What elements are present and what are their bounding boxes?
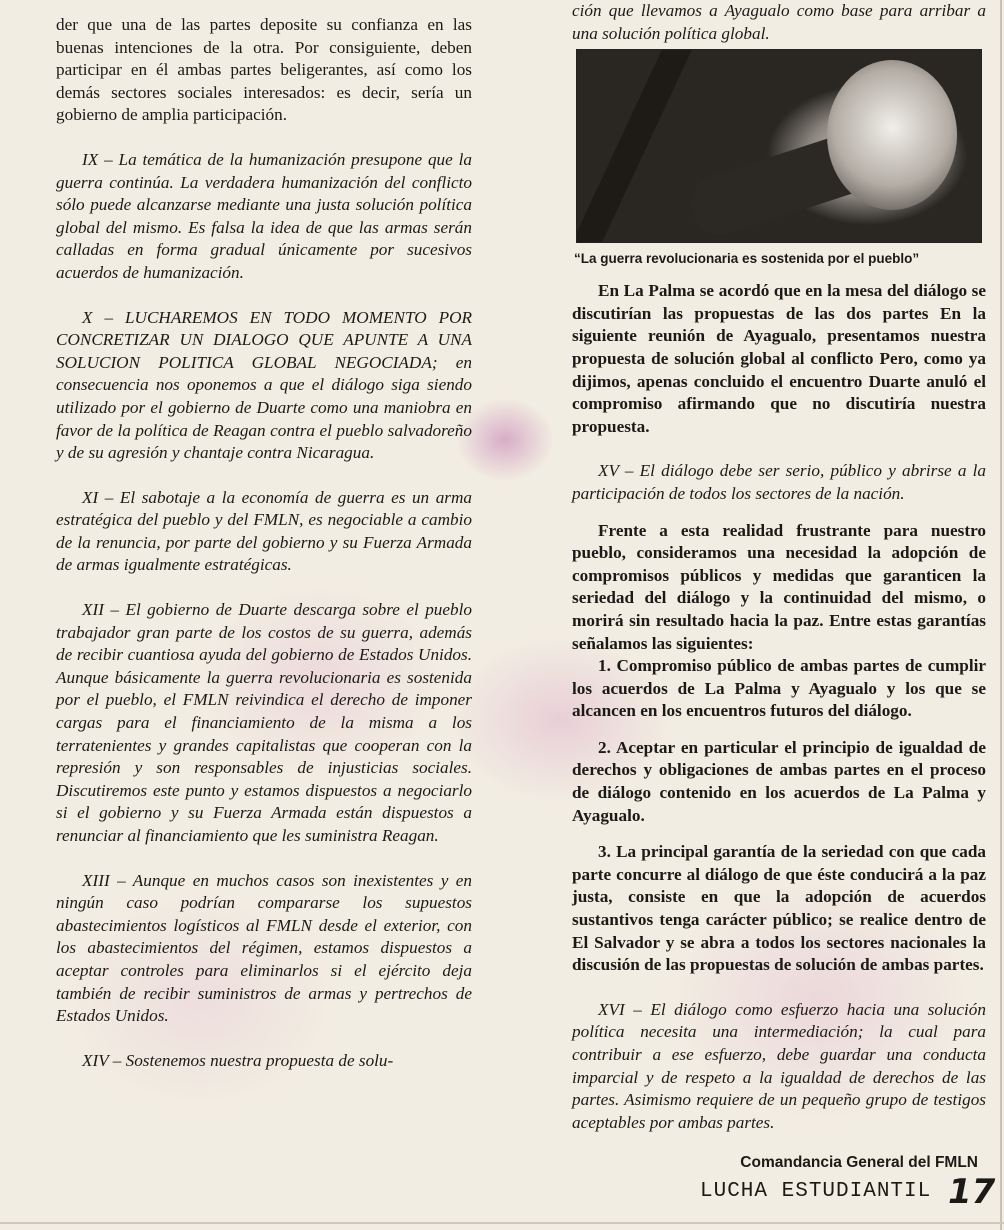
paragraph-xi: XI – El sabotaje a la economía de guerra es un arma estratégica del pueblo y del FMLN, es negociable a cambio de la renuncia, por parte del gobierno y su Fuerza Armada de armas igualmente estratégicas. — [56, 487, 472, 575]
page-bottom-divider — [0, 1222, 1004, 1224]
paragraph-x-body: en consecuencia nos oponemos a que el diálogo siga siendo utilizado por el gobierno de Duarte como una maniobra en favor de la política de Reagan contra el pueblo salvadoreño y de su agresión y chantaje contra Nicaragua. — [56, 352, 472, 463]
paragraph-guarantee-2: 2. Aceptar en particular el principio de igualdad de derechos y obligaciones de ambas partes en el proceso de diálogo contenido en los acuerdos de La Palma y Ayagualo. — [572, 737, 986, 825]
paragraph-xv: XV – El diálogo debe ser serio, público y abrirse a la participación de todos los sectores de la nación. — [572, 461, 986, 503]
photo-caption: “La guerra revolucionaria es sostenida por el pueblo” — [574, 251, 920, 267]
page-number: 17 — [948, 1172, 996, 1212]
paragraph-xiv: XIV – Sostenemos nuestra propuesta de solu- — [82, 1050, 394, 1070]
paragraph-intro: der que una de las partes deposite su confianza en las buenas intenciones de la otra. Por consiguiente, deben participar en él ambas partes beligerantes, así como los demás sectores sociales interesados: es decir, sería un gobierno de amplia participación. — [56, 15, 472, 125]
paragraph-xvi: XVI – El diálogo como esfuerzo hacia una solución política necesita una intermediación; la cual para contribuir a ese esfuerzo, debe guardar una conducta imparcial y de respeto a la igualdad de derechos de las partes. Asimismo requiere de un pequeño grupo de testigos aceptables por ambas partes. — [572, 999, 986, 1132]
paragraph-ix: IX – La temática de la humanización presupone que la guerra continúa. La verdadera humanización del conflicto sólo puede alcanzarse mediante una justa solución política global del mismo. Es falsa la idea de que las armas serán calladas en forma gradual únicamente por sucesivos acuerdos de humanización. — [56, 149, 472, 282]
left-column — [56, 0, 472, 1072]
paragraph-xii: XII – El gobierno de Duarte descarga sobre el pueblo trabajador gran parte de los costos de su guerra, además de recibir cuantiosa ayuda del gobierno de Estados Unidos. Aunque básicamente la guerra revolucionaria es sostenida por el pueblo, el FMLN reivindica el derecho de imponer cargas para el financiamiento de la misma a los terratenientes y grandes capitalistas que cooperan con la represión y son responsables de injusticias sociales. Discutiremos este punto y estamos dispuestos a negociarlo si el gobierno y su Fuerza Armada están dispuestos a renunciar al financiamiento que les suministra Reagan. — [56, 600, 472, 845]
paragraph-continuation: ción que llevamos a Ayagualo como base para arribar a una solución política global. — [572, 1, 986, 43]
paragraph-x-heading: X – LUCHAREMOS EN TODO MOMENTO POR CONCRETIZAR UN DIALOGO QUE APUNTE A UNA SOLUCION POLITICA GLOBAL NEGOCIADA; — [56, 307, 472, 372]
paragraph-guarantee-3: 3. La principal garantía de la seriedad con que cada parte concurre al diálogo de que éste conducirá a la paz justa, consiste en que la adopción de acuerdos sustantivos tenga carácter público; se realice dentro de El Salvador y se abra a todos los sectores nacionales la discusión de las propuestas de solución de ambas partes. — [572, 842, 986, 975]
paragraph-la-palma: En La Palma se acordó que en la mesa del diálogo se discutirían las propuestas de las dos partes En la siguiente reunión de Ayagualo, presentamos nuestra propuesta de solución global al conflicto Pero, como ya dijimos, apenas concluido el encuentro Duarte anuló el compromiso afirmando que no discutiría nuestra propuesta. — [572, 281, 986, 436]
paragraph-frente: Frente a esta realidad frustrante para nuestro pueblo, consideramos una necesidad la adopción de compromisos públicos y medidas que garanticen la seriedad del diálogo y la continuidad del mismo, o morirá sin resultado hacia la paz. Entre estas garantías señalamos las siguientes: — [572, 520, 986, 653]
signature: Comandancia General del FMLN — [740, 1154, 978, 1171]
paragraph-x — [56, 307, 472, 465]
right-column — [572, 0, 986, 1134]
publication-name: LUCHA ESTUDIANTIL — [700, 1180, 932, 1203]
photo-guerrilla — [576, 49, 982, 243]
paragraph-xiii: XIII – Aunque en muchos casos son inexistentes y en ningún caso podrían compararse los supuestos abastecimientos logísticos al FMLN desde el exterior, con los abastecimientos del régimen, estamos dispuestos a aceptar controles para eliminarlos si el ejército deja también de recibir suministros de armas y pertrechos de Estados Unidos. — [56, 870, 472, 1026]
paragraph-guarantee-1: 1. Compromiso público de ambas partes de cumplir los acuerdos de La Palma y Ayagualo y los que se alcancen en los encuentros futuros del diálogo. — [572, 656, 986, 721]
page-edge-divider — [1000, 0, 1002, 1230]
